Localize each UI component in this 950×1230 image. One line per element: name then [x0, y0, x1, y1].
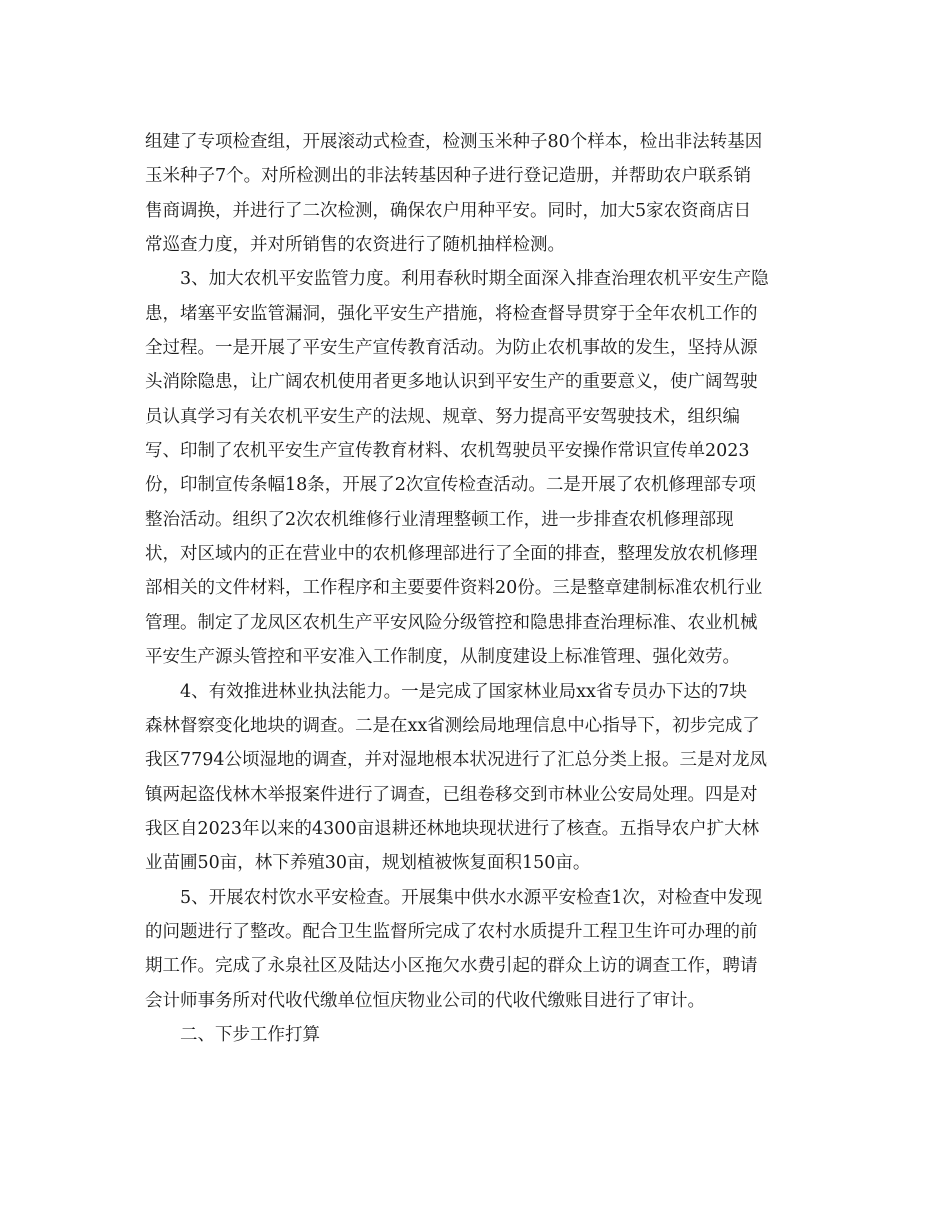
text-line: 平安生产源头管控和平安准入工作制度，从制度建设上标准管理、强化效劳。 [145, 647, 740, 668]
paragraph-inspection-continued [145, 125, 805, 262]
paragraph-farm-machinery-safety [145, 262, 805, 674]
text-line: 4、有效推进林业执法能力。一是完成了国家林业局xx省专员办下达的7块 [180, 681, 748, 702]
text-line: 部相关的文件材料，工作程序和主要要件资料20份。三是整章建制标准农机行业 [145, 578, 763, 599]
text-line: 整治活动。组织了2次农机维修行业清理整顿工作，进一步排查农机修理部现 [145, 509, 734, 530]
section-heading-next-steps [145, 1018, 805, 1052]
text-line: 业苗圃50亩，林下养殖30亩，规划植被恢复面积150亩。 [145, 853, 591, 874]
text-line: 3、加大农机平安监管力度。利用春秋时期全面深入排查治理农机平安生产隐 [180, 269, 769, 290]
text-line: 森林督察变化地块的调查。二是在xx省测绘局地理信息中心指导下，初步完成了 [145, 715, 760, 736]
paragraph-drinking-water-safety [145, 881, 805, 1018]
text-line: 状，对区域内的正在营业中的农机修理部进行了全面的排查，整理发放农机修理 [145, 544, 758, 565]
text-line: 的问题进行了整改。配合卫生监督所完成了农村水质提升工程卫生许可办理的前 [145, 921, 758, 942]
text-line: 常巡查力度，并对所销售的农资进行了随机抽样检测。 [145, 235, 565, 256]
text-line: 镇两起盗伐林木举报案件进行了调查，已组卷移交到市林业公安局处理。四是对 [145, 784, 758, 805]
text-line: 写、印制了农机平安生产宣传教育材料、农机驾驶员平安操作常识宣传单2023 [145, 441, 750, 462]
text-line: 全过程。一是开展了平安生产宣传教育活动。为防止农机事故的发生，坚持从源 [145, 338, 758, 359]
text-line: 组建了专项检查组，开展滚动式检查，检测玉米种子80个样本，检出非法转基因 [145, 132, 763, 152]
text-line: 我区7794公顷湿地的调查，并对湿地根本状况进行了汇总分类上报。三是对龙凤 [145, 750, 768, 771]
text-line: 患，堵塞平安监管漏洞，强化平安生产措施，将检查督导贯穿于全年农机工作的 [145, 303, 758, 324]
text-line: 5、开展农村饮水平安检查。开展集中供水水源平安检查1次，对检查中发现 [180, 887, 763, 908]
text-line: 会计师事务所对代收代缴单位恒庆物业公司的代收代缴账目进行了审计。 [145, 990, 705, 1011]
text-line: 我区自2023年以来的4300亩退耕还林地块现状进行了核查。五指导农户扩大林 [145, 818, 760, 839]
text-line: 管理。制定了龙凤区农机生产平安风险分级管控和隐患排查治理标准、农业机械 [145, 612, 758, 633]
text-line: 员认真学习有关农机平安生产的法规、规章、努力提高平安驾驶技术，组织编 [145, 406, 740, 427]
document-body [145, 125, 805, 1052]
paragraph-forestry-enforcement [145, 675, 805, 881]
text-line: 期工作。完成了永泉社区及陆达小区拖欠水费引起的群众上访的调查工作，聘请 [145, 956, 758, 977]
text-line: 头消除隐患，让广阔农机使用者更多地认识到平安生产的重要意义，使广阔驾驶 [145, 372, 758, 393]
section-heading: 二、下步工作打算 [180, 1024, 320, 1045]
text-line: 售商调换，并进行了二次检测，确保农户用种平安。同时，加大5家农资商店日 [145, 200, 752, 221]
text-line: 玉米种子7个。对所检测出的非法转基因种子进行登记造册，并帮助农户联系销 [145, 166, 752, 187]
text-line: 份，印制宣传条幅18条，开展了2次宣传检查活动。二是开展了农机修理部专项 [145, 475, 756, 496]
